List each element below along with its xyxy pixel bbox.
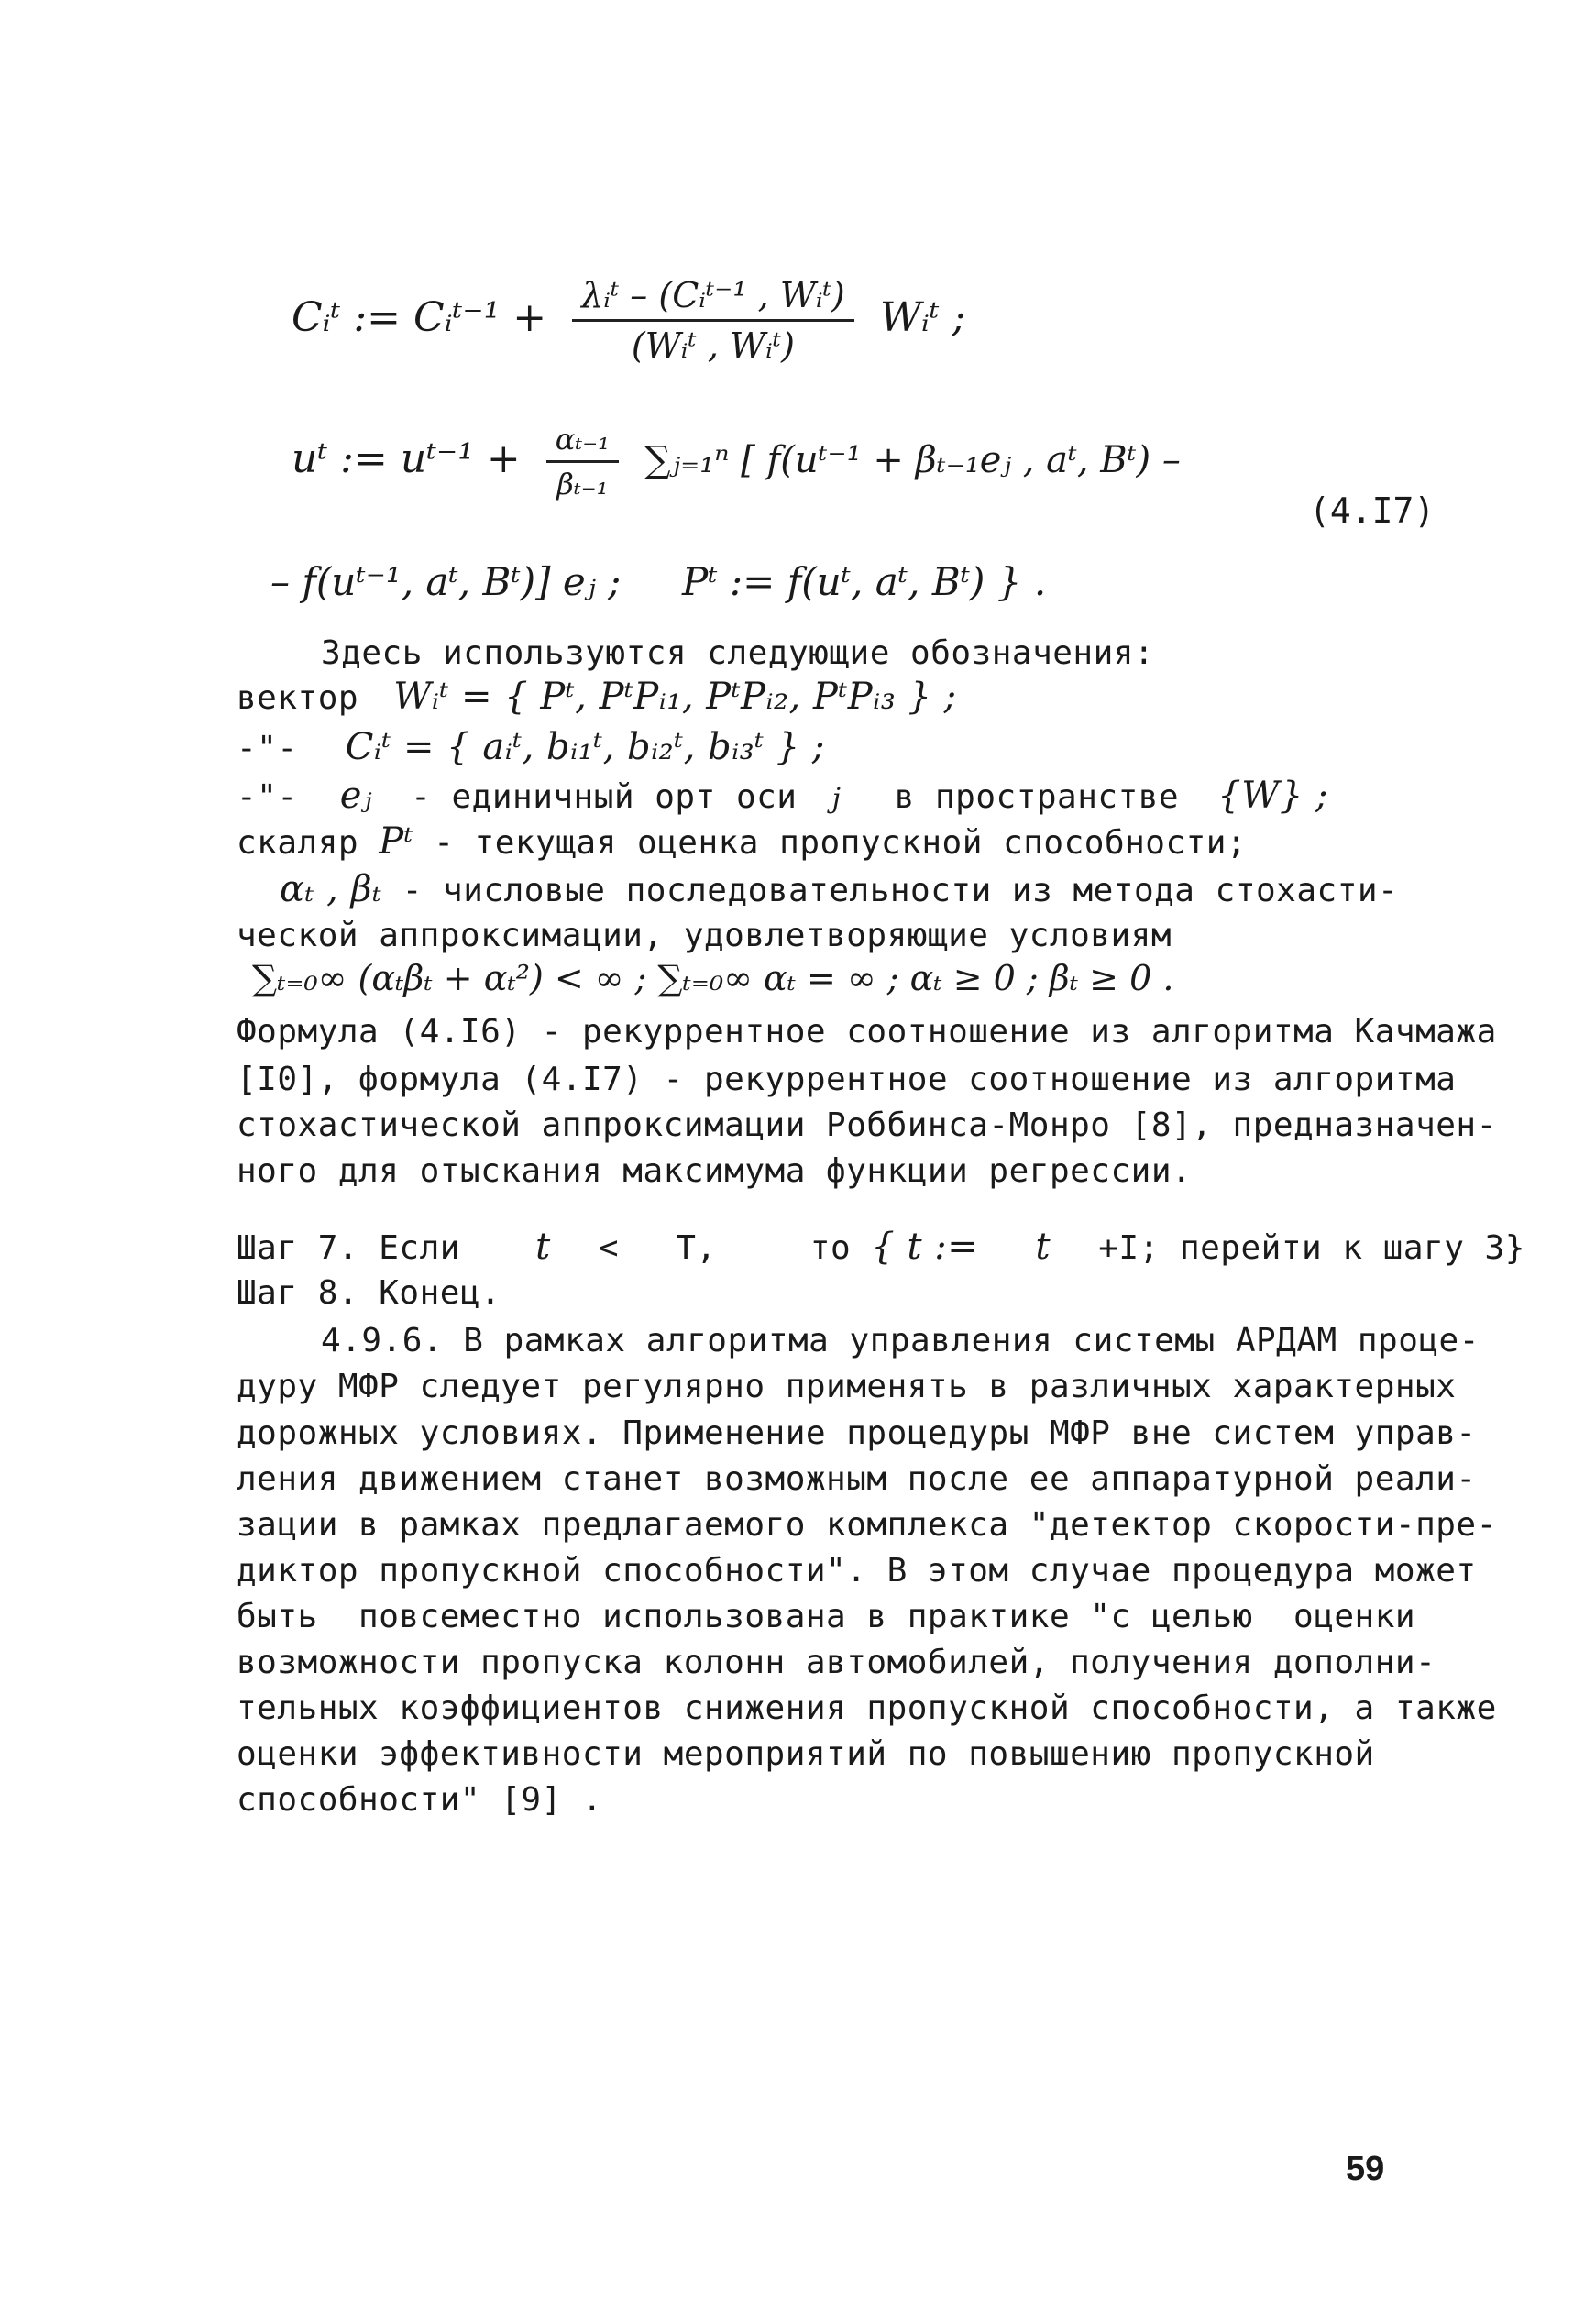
equation-number: (4.I7) <box>1309 490 1436 531</box>
formula-4-17-line-1 <box>292 275 965 366</box>
paragraph-496-line: ления движением станет возможным после ее аппаратурной реали- <box>237 1460 1477 1498</box>
step-7-T: T, <box>676 1229 717 1267</box>
c-formula: Cᵢᵗ = { aᵢᵗ, bᵢ₁ᵗ, bᵢ₂ᵗ, bᵢ₃ᵗ } ; <box>345 726 825 768</box>
notation-ab-row-2: ческой аппроксимации, удовлетворяющие условиям <box>237 917 1172 954</box>
step-7-less-than: < <box>598 1229 620 1267</box>
formula-fraction <box>572 275 854 366</box>
step-8: Шаг 8. Конец. <box>237 1274 501 1312</box>
paragraph-formula-line: ного для отыскания максимума функции регрессии. <box>237 1152 1193 1190</box>
paragraph-496-line: способности" [9] . <box>237 1781 603 1819</box>
e-description: - единичный орт оси <box>411 778 798 816</box>
notation-c-row <box>237 724 825 772</box>
step-7-goto: +I; перейти к шагу 3} <box>1098 1229 1525 1267</box>
formula-lhs: Cᵢᵗ := Cᵢᵗ⁻¹ + <box>292 294 547 341</box>
step-7-t2: t <box>1035 1226 1051 1268</box>
e-description-2: в пространстве <box>894 778 1180 816</box>
fraction-denominator: (Wᵢᵗ , Wᵢᵗ) <box>631 325 795 366</box>
step-7-assign: { t := <box>871 1226 979 1268</box>
conditions-formula: ∑ₜ₌₀∞ (αₜβₜ + αₜ²) < ∞ ; ∑ₜ₌₀∞ αₜ = ∞ ; αₜ ≥ 0 ; βₜ ≥ 0 . <box>252 958 1174 998</box>
paragraph-496-line: диктор пропускной способности". В этом случае процедура может <box>237 1552 1477 1590</box>
notation-intro: Здесь используются следующие обозначения: <box>321 634 1155 672</box>
paragraph-496-line: зации в рамках предлагаемого комплекса "детектор скорости-пре- <box>237 1506 1497 1544</box>
paragraph-formula-line: Формула (4.I6) - рекуррентное соотношение из алгоритма Качмажа <box>237 1013 1497 1051</box>
page-number: 59 <box>1346 2150 1385 2188</box>
paragraph-496-line: оценки эффективности мероприятий по повышению пропускной <box>237 1735 1375 1773</box>
fraction-numerator: λᵢᵗ – (Cᵢᵗ⁻¹ , Wᵢᵗ) <box>572 275 854 322</box>
step-7-t: t <box>535 1226 551 1268</box>
formula-4-17-line-3 <box>270 559 1046 604</box>
step-7-label: Шаг 7. Если <box>237 1229 460 1267</box>
e-symbol: eⱼ <box>339 775 372 817</box>
p-symbol: Pᵗ <box>379 820 414 863</box>
notation-vector-row <box>237 674 957 721</box>
paragraph-formula-line: стохастической аппроксимации Роббинса-Монро [8], предназначен- <box>237 1106 1497 1144</box>
paragraph-496-line: дуру МФР следует регулярно применять в различных характерных <box>237 1368 1457 1405</box>
alpha-beta-symbols: αₜ , βₜ <box>280 868 382 910</box>
notation-scalar-row <box>237 819 1247 866</box>
formula-rhs: Wᵢᵗ ; <box>879 294 966 341</box>
fraction-numerator: αₜ₋₁ <box>546 422 619 463</box>
formula-rhs: ∑ⱼ₌₁ⁿ [ f(uᵗ⁻¹ + βₜ₋₁eⱼ , aᵗ, Bᵗ) – <box>644 439 1181 481</box>
step-7 <box>237 1224 1525 1271</box>
j-symbol: j <box>831 783 842 815</box>
alpha-beta-description: - числовые последовательности из метода стохасти- <box>402 872 1399 909</box>
notation-ab-row <box>280 866 1398 914</box>
step-7-then: то <box>809 1229 852 1267</box>
ditto-mark: -"- <box>237 730 298 767</box>
formula-4-17-line-2 <box>292 422 1181 501</box>
formula-fraction <box>546 422 619 501</box>
fraction-denominator: βₜ₋₁ <box>556 467 609 501</box>
formula-lhs: uᵗ := uᵗ⁻¹ + <box>292 435 521 482</box>
paragraph-496-line: быть повсеместно использована в практике "с целью оценки <box>237 1598 1416 1635</box>
scalar-label: скаляр <box>237 824 359 862</box>
vector-label: вектор <box>237 679 359 717</box>
formula-line-3-text: – f(uᵗ⁻¹, aᵗ, Bᵗ)] eⱼ ; Pᵗ := f(uᵗ, aᵗ, Bᵗ) } . <box>270 559 1047 604</box>
vector-formula: Wᵢᵗ = { Pᵗ, PᵗPᵢ₁, PᵗPᵢ₂, PᵗPᵢ₃ } ; <box>393 676 957 718</box>
paragraph-496-line: тельных коэффициентов снижения пропускной способности, а также <box>237 1689 1497 1727</box>
paragraph-496-line: дорожных условиях. Применение процедуры МФР вне систем управ- <box>237 1414 1477 1452</box>
paragraph-496-line: возможности пропуска колонн автомобилей, получения дополни- <box>237 1644 1436 1681</box>
w-set: {W} ; <box>1217 775 1328 817</box>
notation-e-row <box>237 773 1328 822</box>
paragraph-formula-line: [I0], формула (4.I7) - рекуррентное соотношение из алгоритма <box>237 1061 1457 1098</box>
paragraph-496-line: 4.9.6. В рамках алгоритма управления системы АРДАМ проце- <box>321 1322 1480 1359</box>
scalar-description: - текущая оценка пропускной способности; <box>434 824 1248 862</box>
ditto-mark: -"- <box>237 778 298 816</box>
